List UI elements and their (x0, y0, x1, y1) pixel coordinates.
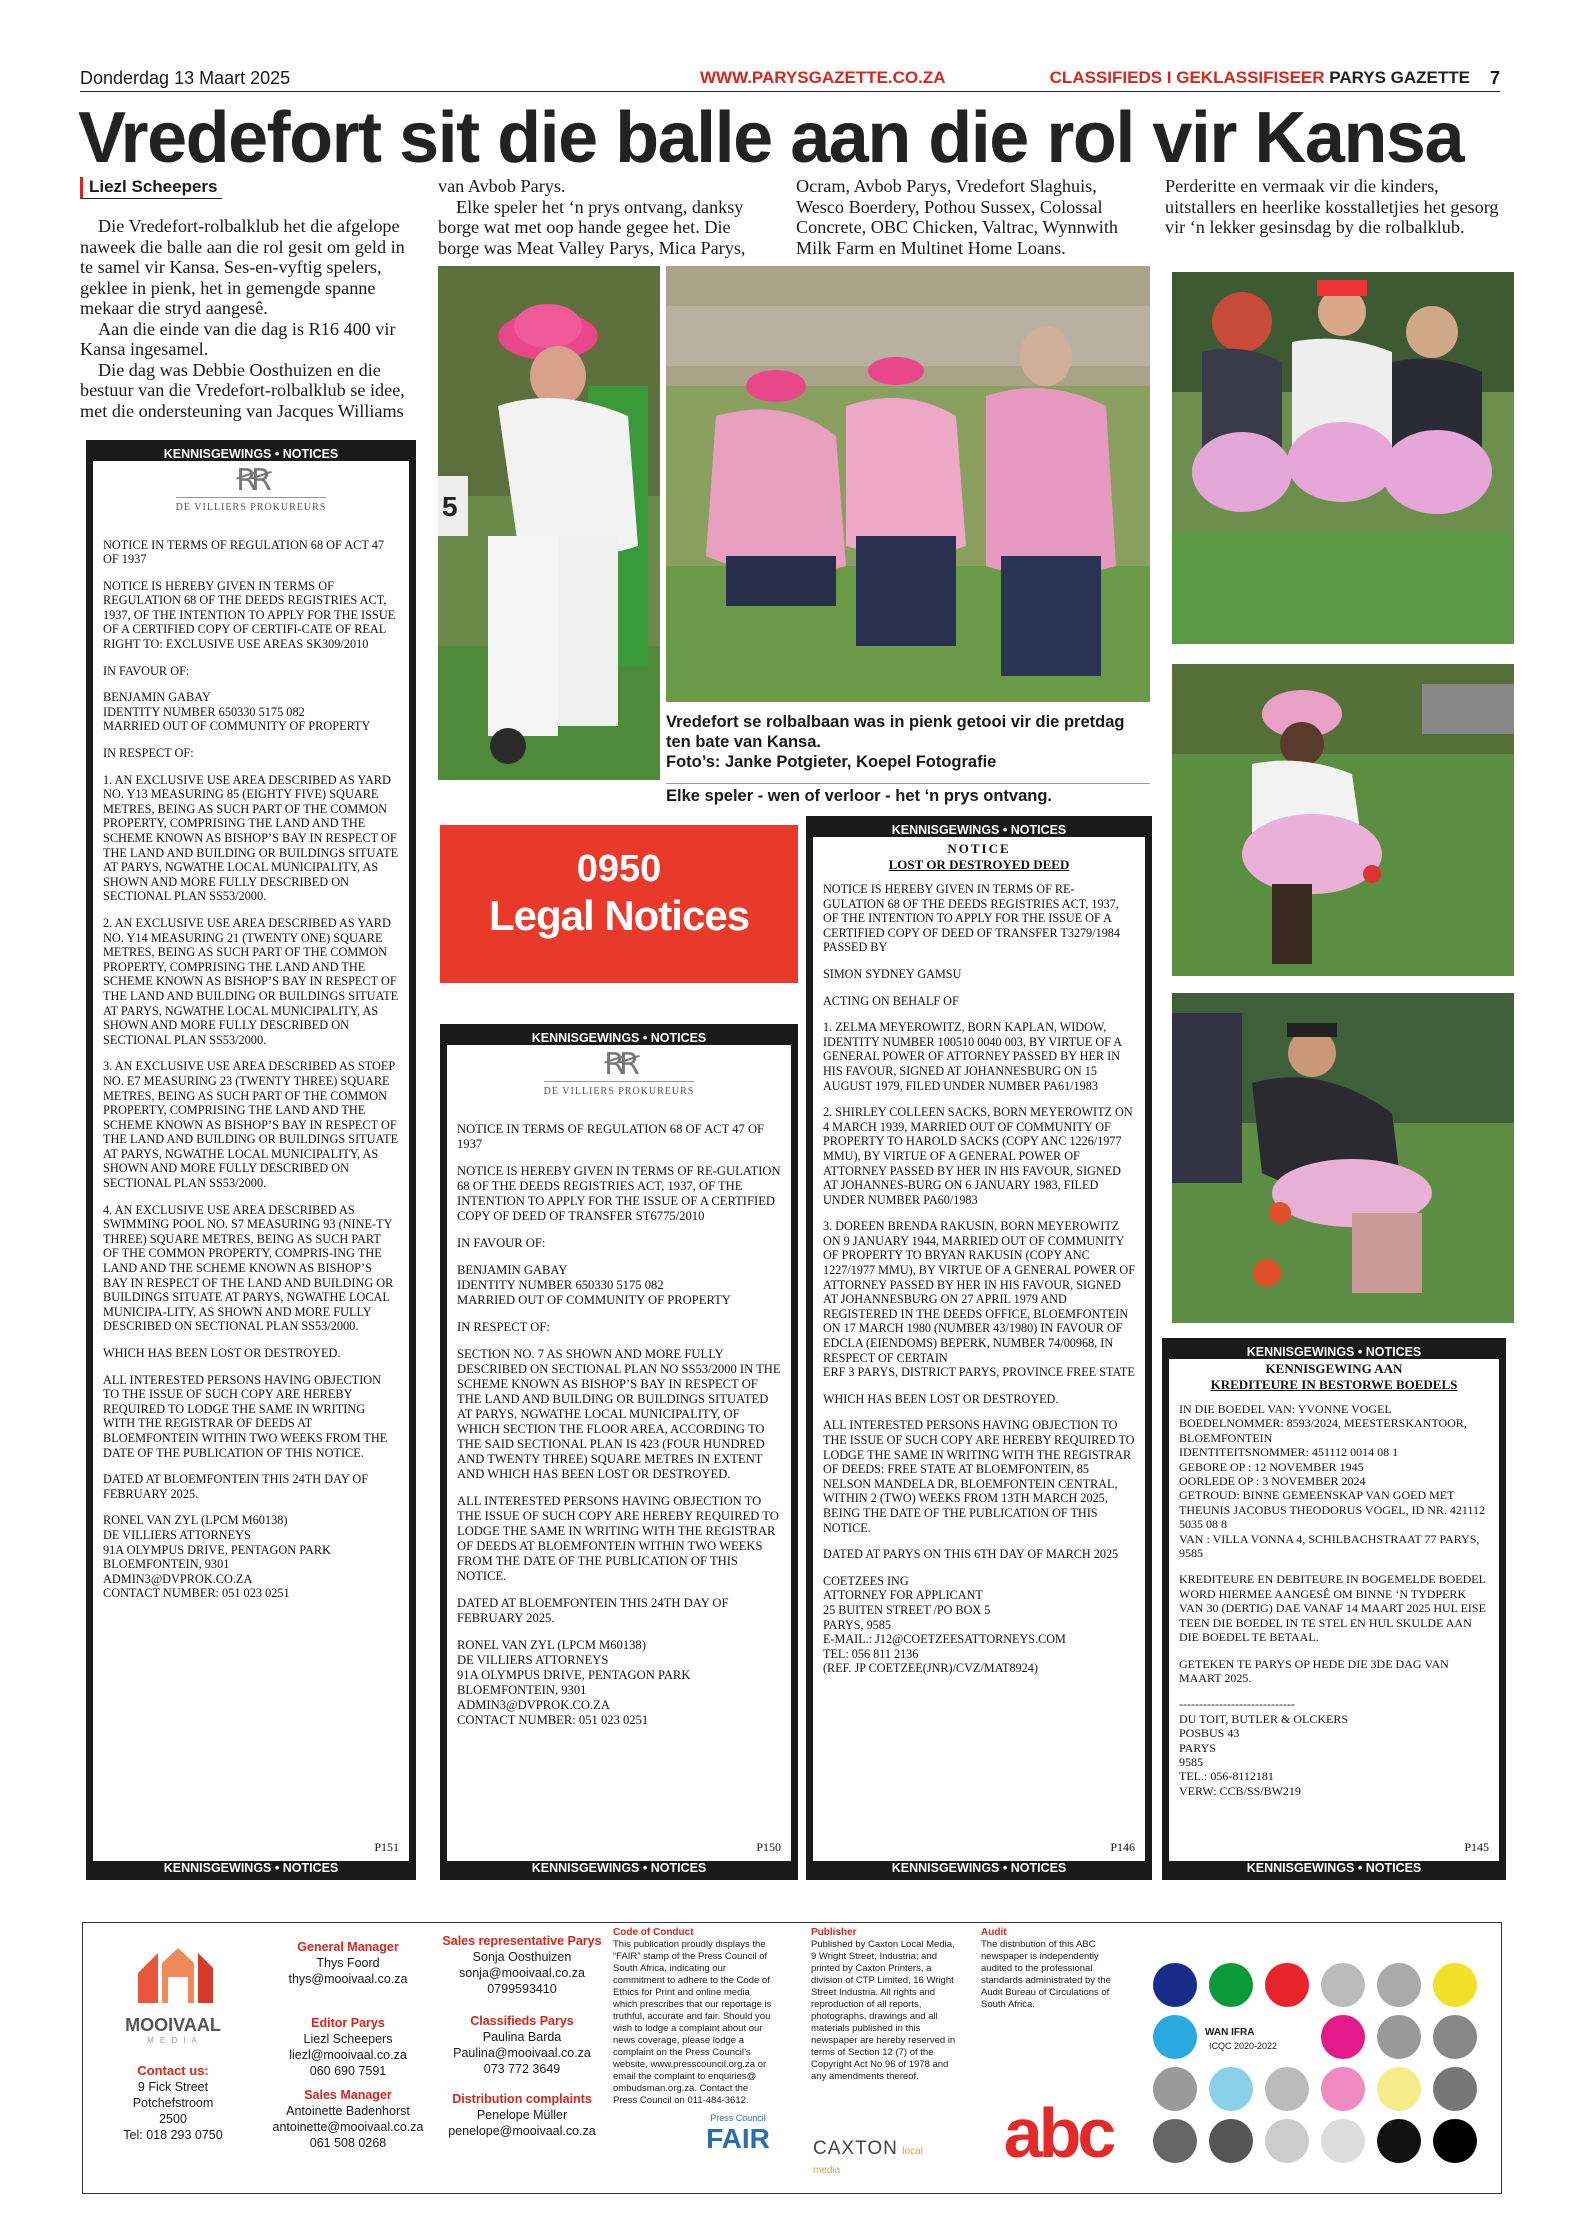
publisher-info (811, 1927, 961, 2083)
paper-name: PARYS GAZETTE (1329, 68, 1470, 87)
photo-bowler-pink-tutu (1172, 664, 1514, 976)
brand-name: MOOIVAAL (125, 2015, 221, 2035)
notice-p145 (1162, 1338, 1506, 1880)
notice-para: 3. AN EXCLUSIVE USE AREA DESCRIBED AS STOEP NO. E7 MEASURING 23 (TWENTY THREE) SQUARE METRES, BEING AS SUCH PART OF THE COMMON PROPERTY, COMPRISING THE LAND AND THE SCHEME KNOWN AS BISHOP’S BAY IN RESPECT OF THE LAND AND BUILDING OR BUILDINGS SITUATE AT PARYS, NGWATHE LOCAL MUNICIPALITY, AS SHOWN AND MORE FULLY DESCRIBED ON SECTIONAL PLAN SS53/2000. (103, 1059, 399, 1191)
issue-date: Donderdag 13 Maart 2025 (80, 68, 291, 88)
photo-caption (666, 712, 1150, 772)
icqc-label: ICQC 2020-2022 (1209, 2041, 1278, 2051)
editor-details: Liezl Scheepers liezl@mooivaal.co.za 060 690 7591 (289, 2032, 407, 2078)
article-col-4 (1165, 176, 1505, 238)
notice-ref: P150 (756, 1839, 781, 1854)
sales-title: Sales Manager (304, 2088, 392, 2102)
notice-footer: KENNISGEWINGS • NOTICES (447, 1861, 791, 1875)
article-paragraph: Aan die einde van die dag is R16 400 vir Kansa ingesamel. (80, 318, 396, 359)
legal-notices-banner (440, 825, 798, 983)
article-text: Perderitte en vermaak vir die kinders, uitstallers en heerlike kosstalletjies het gesorg vir ‘n lekker gesinsdag by die rolbalklub. (1165, 176, 1499, 237)
page-header (80, 68, 1500, 92)
firm-logo-mark: ꞦꞦ (604, 1048, 634, 1081)
press-council-logo (693, 2113, 783, 2155)
notice-footer: KENNISGEWINGS • NOTICES (1169, 1861, 1499, 1875)
notice-p151 (86, 440, 416, 1880)
article-text: van Avbob Parys. (438, 176, 566, 196)
notice-para: ALL INTERESTED PERSONS HAVING OBJECTION TO THE ISSUE OF SUCH COPY ARE HEREBY REQUIRED TO LODGE THE SAME IN WRITING WITH THE REGISTRAR OF DEEDS AT BLOEMFONTEIN WITHIN TWO WEEKS FROM THE DATE OF THE PUBLICATION OF THIS NOTICE. (103, 1372, 388, 1460)
notice-para: KREDITEURE EN DEBITEURE IN BOGEMELDE BOEDEL WORD HIERMEE AANGESÊ OM BINNE ‘N TYDPERK VAN 30 (DERTIG) DAE VANAF 14 MAART 2025 HUL EISE TEEN DIE BOEDEL IN TE STEL EN HUL SKULDE AAN DIE BOEDEL TE BETAAL. (1179, 1572, 1486, 1645)
gm-title: General Manager (297, 1940, 399, 1954)
notice-para: NOTICE IN TERMS OF REGULATION 68 OF ACT 47 OF 1937 (457, 1121, 765, 1151)
caxton-label: CAXTON (813, 2138, 898, 2159)
contact-title: Contact us: (137, 2063, 209, 2078)
photo-group-walking (1172, 272, 1514, 644)
sales-details: Antoinette Badenhorst antoinette@mooivaal.co.za 061 508 0268 (272, 2104, 424, 2150)
caxton-sub: local media (813, 2146, 923, 2176)
notice-para: IN FAVOUR OF: (103, 663, 190, 678)
article-col-1 (80, 216, 410, 421)
article-col-2 (438, 176, 764, 258)
abc-logo: abc (1003, 2094, 1113, 2172)
firm-logo-name: DE VILLIERS PROKUREURS (544, 1081, 695, 1100)
photo-bowler-pink-hat (438, 266, 660, 780)
notice-para: 4. AN EXCLUSIVE USE AREA DESCRIBED AS SWIMMING POOL NO. S7 MEASURING 93 (NINE-TY THREE) SQUARE METRES, BEING AS SUCH PART OF THE COMMON PROPERTY, COMPRIS-ING THE LAND AND THE SCHEME KNOWN AS BISHOP’S BAY IN RESPECT OF THE LAND AND BUILDING OR BUILDINGS SITUATE AT PARYS, NGWATHE LOCAL MUNICIPA-LITY, AS SHOWN AND MORE FULLY DESCRIBED ON SECTIONAL PLAN SS53/2000. (103, 1202, 394, 1334)
colour-calibration-bar (1153, 1963, 1493, 2183)
notice-ref: P151 (374, 1839, 399, 1854)
firm-logo-mark: ꞦꞦ (236, 464, 266, 497)
notice-para: BENJAMIN GABAY IDENTITY NUMBER 650330 5175 082 MARRIED OUT OF COMMUNITY OF PROPERTY (457, 1262, 731, 1307)
publisher-text: Published by Caxton Local Media, 9 Wright Street, Industria; and printed by Caxton Printers, a division of CTP Limited, 16 Wright Street Industria. All rights and reproduction of all reports, photographs, drawings and all materials published in this newspaper are hereby reserved in terms of Section 12 (7) of the Copyright Act No 96 of 1978 and any amendments thereof. (811, 1939, 956, 2082)
notice-footer: KENNISGEWINGS • NOTICES (813, 1861, 1145, 1875)
notice-para: NOTICE IS HEREBY GIVEN IN TERMS OF REGULATION 68 OF THE DEEDS REGISTRIES ACT, 1937, OF THE INTENTION TO APPLY FOR THE ISSUE OF A CERTIFIED COPY OF CERTIFI-CATE OF REAL RIGHT TO: EXCLUSIVE USE AREAS SK309/2010 (103, 578, 396, 652)
notice-para: BENJAMIN GABAY IDENTITY NUMBER 650330 5175 082 MARRIED OUT OF COMMUNITY OF PROPERTY (103, 690, 371, 734)
code-of-conduct (613, 1927, 773, 2107)
article-paragraph: Die dag was Debbie Oosthuizen en die bestuur van die Vredefort-rolbalklub se idee, met die ondersteuning van Jacques Williams (80, 359, 405, 421)
notice-ref: P146 (1110, 1839, 1135, 1854)
classifieds-title: Classifieds Parys (470, 2014, 574, 2028)
notice-para: 1. AN EXCLUSIVE USE AREA DESCRIBED AS YARD NO. Y13 MEASURING 85 (EIGHTY FIVE) SQUARE METRES, BEING AS SUCH PART OF THE COMMON PROPERTY, COMPRISING THE LAND AND THE SCHEME KNOWN AS BISHOP’S BAY IN RESPECT OF THE LAND AND BUILDING OR BUILDINGS SITUATE AT PARYS, NGWATHE LOCAL MUNICIPALITY, AS SHOWN AND MORE FULLY DESCRIBED ON SECTIONAL PLAN SS53/2000. (103, 772, 399, 904)
notice-para: DATED AT BLOEMFONTEIN THIS 24TH DAY OF FEBRUARY 2025. (103, 1472, 369, 1501)
caption-text: Vredefort se rolbalbaan was in pienk getooi vir die pretdag ten bate van Kansa. (666, 713, 1125, 751)
classified-label: Legal Notices (488, 892, 750, 939)
audit-text: The distribution of this ABC newspaper is independently audited to the professional standards administrated by the Audit Bureau of Circulations of South Africa. (981, 1939, 1111, 2010)
notice-header: KENNISGEWINGS • NOTICES (93, 447, 409, 461)
notice-para: 2. SHIRLEY COLLEEN SACKS, BORN MEYEROWITZ ON 4 MARCH 1939, MARRIED OUT OF COMMUNITY OF PROPERTY TO HAROLD SACKS (COPY ANC 1226/1977 MMU), BY VIRTUE OF A GENERAL POWER OF ATTORNEY PASSED BY HER IN HIS FAVOUR, SIGNED AT JOHANNES-BURG ON 6 JANUARY 1983, FILED UNDER NUMBER PA60/1983 (823, 1105, 1133, 1207)
notice-para: IN DIE BOEDEL VAN: YVONNE VOGEL BOEDELNOMMER: 8593/2024, MEESTERSKANTOOR, BLOEMFONTEIN IDENTITEITSNOMMER: 451112 0014 08 1 GEBORE OP : 12 NOVEMBER 1945 OORLEDE OP : 3 NOVEMBER 2024 GETROUD: BINNE GEMEENSKAP VAN GOED MET THEUNIS JACOBUS THEODORUS VOGEL, ID NR. 421112 5035 08 8 VAN : VILLA VONNA 4, SCHILBACHSTRAAT 77 PARYS, 9585 (1179, 1402, 1486, 1561)
code-title: Code of Conduct (613, 1927, 694, 1938)
staff-col-2 (441, 1933, 603, 2139)
notice-para: DATED AT BLOEMFONTEIN THIS 24TH DAY OF FEBRUARY 2025. (457, 1595, 729, 1625)
distribution-details: Penelope Müller penelope@mooivaal.co.za (448, 2108, 596, 2138)
notice-para: 1. ZELMA MEYEROWITZ, BORN KAPLAN, WIDOW, IDENTITY NUMBER 100510 0040 003, BY VIRTUE OF A GENERAL POWER OF ATTORNEY PASSED BY HER IN HIS FAVOUR, SIGNED AT JOHANNESBURG ON 15 AUGUST 1979, FILED UNDER NUMBER PA61/1983 (823, 1020, 1122, 1093)
notice-para: IN FAVOUR OF: (457, 1235, 546, 1250)
notice-p150 (440, 1024, 798, 1880)
editor-title: Editor Parys (311, 2016, 385, 2030)
audit-info (981, 1927, 1131, 2011)
headline: Vredefort sit die balle aan die rol vir Kansa (78, 98, 1464, 178)
photo-credit: Foto’s: Janke Potgieter, Koepel Fotografie (666, 753, 997, 771)
notice-title: NOTICE (947, 841, 1011, 856)
notice-para: IN RESPECT OF: (103, 746, 194, 761)
byline: Liezl Scheepers (80, 177, 222, 199)
notice-subtitle: KREDITEURE IN BESTORWE BOEDELS (1210, 1376, 1458, 1392)
notice-para: DATED AT PARYS ON THIS 6TH DAY OF MARCH 2025 (823, 1547, 1119, 1562)
mooivaal-logo-icon (128, 1943, 218, 2013)
press-council-label: Press Council (710, 2113, 766, 2123)
staff-col-1 (263, 1939, 433, 2151)
rep-details: Sonja Oosthuizen sonja@mooivaal.co.za 0799593410 (459, 1950, 585, 1996)
notice-para: NOTICE IS HEREBY GIVEN IN TERMS OF RE-GULATION 68 OF THE DEEDS REGISTRIES ACT, 1937, OF THE INTENTION TO APPLY FOR THE ISSUE OF A CERTIFIED COPY OF DEED OF TRANSFER T3279/1984 PASSED BY (823, 882, 1120, 955)
notice-title: KENNISGEWING AAN (1265, 1361, 1403, 1376)
notice-para: NOTICE IN TERMS OF REGULATION 68 OF ACT 47 OF 1937 (103, 537, 385, 567)
fair-label: FAIR (706, 2123, 770, 2154)
notice-footer: KENNISGEWINGS • NOTICES (93, 1861, 409, 1875)
photo-ladies-in-pink (666, 266, 1150, 702)
notice-header: KENNISGEWINGS • NOTICES (813, 823, 1145, 837)
article-paragraph: Die Vredefort-rolbalklub het die afgelope naweek die balle aan die rol gesit om geld in te samel vir Kansa. Ses-en-vyftig spelers, geklee in pienk, het in gemengde spanne mekaar die stryd aangesê. (80, 216, 405, 318)
notice-para: NOTICE IS HEREBY GIVEN IN TERMS OF RE-GULATION 68 OF THE DEEDS REGISTRIES ACT, 1937, OF THE INTENTION TO APPLY FOR THE ISSUE OF A CERTIFIED COPY OF DEED OF TRANSFER ST6775/2010 (457, 1163, 781, 1223)
classifieds-details: Paulina Barda Paulina@mooivaal.co.za 073 772 3649 (453, 2030, 591, 2076)
notice-para: RONEL VAN ZYL (LPCM M60138) DE VILLIERS ATTORNEYS 91A OLYMPUS DRIVE, PENTAGON PARK BLOEMFONTEIN, 9301 ADMIN3@DVPROK.CO.ZA CONTACT NUMBER: 051 023 0251 (103, 1513, 331, 1601)
website-link[interactable]: WWW.PARYSGAZETTE.CO.ZA (700, 68, 946, 87)
contact-details: 9 Fick Street Potchefstroom 2500 Tel: 018 293 0750 (123, 2080, 223, 2142)
notice-para: IN RESPECT OF: (457, 1319, 550, 1334)
notice-para: COETZEES ING ATTORNEY FOR APPLICANT 25 BUITEN STREET /PO BOX 5 PARYS, 9585 E-MAIL.: J12@COETZEESATTORNEYS.COM TEL: 056 811 2136 (REF. JP COETZEE(JNR)/CVZ/MAT8924) (823, 1573, 1066, 1676)
brand-sub: M E D I A (147, 2036, 199, 2045)
rep-title: Sales representative Parys (442, 1934, 602, 1948)
notice-para: ALL INTERESTED PERSONS HAVING OBJECTION TO THE ISSUE OF SUCH COPY ARE HEREBY REQUIRED TO LODGE THE SAME IN WRITING WITH THE REGISTRAR OF DEEDS: FREE STATE AT BLOEMFONTEIN, 85 NELSON MANDELA DR, BLOEMFONTEIN CENTRAL, WITHIN 2 (TWO) WEEKS FROM 13TH MARCH 2025, BEING THE DATE OF THE PUBLICATION OF THIS NOTICE. (823, 1418, 1135, 1535)
masthead-footer (82, 1922, 1502, 2194)
firm-logo (447, 1049, 791, 1100)
notice-para: ----------------------------- DU TOIT, BUTLER & OLCKERS POSBUS 43 PARYS 9585 TEL.: 056-8112181 VERW: CCB/SS/BW219 (1179, 1697, 1349, 1798)
photo-bowler-orange-ball (1172, 993, 1514, 1323)
wan-ifra-label: WAN IFRA (1205, 2027, 1255, 2038)
notice-para: WHICH HAS BEEN LOST OR DESTROYED. (103, 1346, 341, 1360)
notice-para: SIMON SYDNEY GAMSU (823, 966, 962, 981)
svg-text:5: 5 (442, 491, 458, 522)
notice-para: 2. AN EXCLUSIVE USE AREA DESCRIBED AS YARD NO. Y14 MEASURING 21 (TWENTY ONE) SQUARE METRES, BEING AS SUCH PART OF THE COMMON PROPERTY, COMPRISING THE LAND AND THE SCHEME KNOWN AS BISHOP’S BAY IN RESPECT OF THE LAND AND BUILDING OR BUILDINGS SITUATE AT PARYS, NGWATHE LOCAL MUNICIPALITY, AS SHOWN AND MORE FULLY DESCRIBED ON SECTIONAL PLAN SS53/2000. (103, 915, 399, 1047)
gm-details: Thys Foord thys@mooivaal.co.za (288, 1956, 408, 1986)
firm-logo (93, 465, 409, 516)
notice-para: ACTING ON BEHALF OF (823, 993, 959, 1008)
notice-para: SECTION NO. 7 AS SHOWN AND MORE FULLY DESCRIBED ON SECTIONAL PLAN NO SS53/2000 IN THE SCHEME KNOWN AS BISHOP’S BAY IN RESPECT OF THE LAND AND BUILDING OR BUILDINGS SITUATED AT PARYS, NGWATHE LOCAL MUNICIPALITY, OF WHICH SECTION THE FLOOR AREA, ACCORDING TO THE SAID SECTIONAL PLAN IS 423 (FOUR HUNDRED AND TWENTY THREE) SQUARE METRES IN EXTENT AND WHICH HAS BEEN LOST OR DESTROYED. (457, 1346, 781, 1481)
notice-para: RONEL VAN ZYL (LPCM M60138) DE VILLIERS ATTORNEYS 91A OLYMPUS DRIVE, PENTAGON PARK BLOEMFONTEIN, 9301 ADMIN3@DVPROK.CO.ZA CONTACT NUMBER: 051 023 0251 (457, 1637, 691, 1727)
article-paragraph: Elke speler het ‘n prys ontvang, danksy borge wat met oop hande gegee het. Die borge was Meat Valley Parys, Mica Parys, (438, 196, 746, 258)
notice-subtitle: LOST OR DESTROYED DEED (888, 856, 1070, 872)
notice-p146 (806, 816, 1152, 1880)
photo-caption-2: Elke speler - wen of verloor - het ‘n prys ontvang. (666, 783, 1150, 806)
article-col-3 (796, 176, 1146, 258)
distribution-title: Distribution complaints (452, 2092, 592, 2106)
section-name: CLASSIFIEDS I GEKLASSIFISEER (1049, 68, 1325, 87)
code-text: This publication proudly displays the “FAIR” stamp of the Press Council of South Africa, indicating our commitment to adhere to the Code of Ethics for Print and online media which prescribes that our reportage is truthful, accurate and fair. Should you wish to lodge a complaint about our news coverage, please lodge a complaint on the Press Council’s website, www.presscouncil.org.za or email the complaint to enquiries@ ombudsman.org.za. Contact the Press Council on 011-484-3612. (613, 1939, 772, 2106)
page-number: 7 (1489, 68, 1500, 88)
classified-number: 0950 (576, 848, 662, 890)
caxton-logo (813, 2138, 943, 2178)
publisher-title: Publisher (811, 1927, 857, 1938)
section-label (1050, 68, 1470, 88)
notice-para: GETEKEN TE PARYS OP HEDE DIE 3DE DAG VAN MAART 2025. (1179, 1656, 1449, 1685)
article-text: Ocram, Avbob Parys, Vredefort Slaghuis, Wesco Boerdery, Pothou Sussex, Colossal Concrete, OBC Chicken, Valtrac, Wynnwith Milk Farm en Multinet Home Loans. (796, 176, 1119, 258)
notice-para: 3. DOREEN BRENDA RAKUSIN, BORN MEYEROWITZ ON 9 JANUARY 1944, MARRIED OUT OF COMMUNITY OF PROPERTY TO BRYAN RAKUSIN (COPY ANC 1227/1977 MMU), BY VIRTUE OF A GENERAL POWER OF ATTORNEY PASSED BY HER IN HIS FAVOUR, SIGNED AT JOHANNESBURG ON 27 APRIL 1979 AND REGISTERED IN THE DEEDS OFFICE, BLOEMFONTEIN ON 17 MARCH 1980 (NUMBER 43/1980) IN FAVOUR OF EDCLA (EIENDOMS) BEPERK, NUMBER 74/00968, IN RESPECT OF CERTAIN ERF 3 PARYS, DISTRICT PARYS, PROVINCE FREE STATE (823, 1219, 1135, 1380)
notice-ref: P145 (1464, 1839, 1489, 1854)
notice-header: KENNISGEWINGS • NOTICES (447, 1031, 791, 1045)
notice-header: KENNISGEWINGS • NOTICES (1169, 1345, 1499, 1359)
notice-para: ALL INTERESTED PERSONS HAVING OBJECTION TO THE ISSUE OF SUCH COPY ARE HEREBY REQUIRED TO LODGE THE SAME IN WRITING WITH THE REGISTRAR OF DEEDS AT BLOEMFONTEIN WITHIN TWO WEEKS FROM THE DATE OF THE PUBLICATION OF THIS NOTICE. (457, 1493, 779, 1583)
mooivaal-logo (93, 1943, 253, 2143)
audit-title: Audit (981, 1927, 1007, 1938)
firm-logo-name: DE VILLIERS PROKUREURS (176, 497, 327, 516)
notice-para: WHICH HAS BEEN LOST OR DESTROYED. (823, 1391, 1059, 1406)
